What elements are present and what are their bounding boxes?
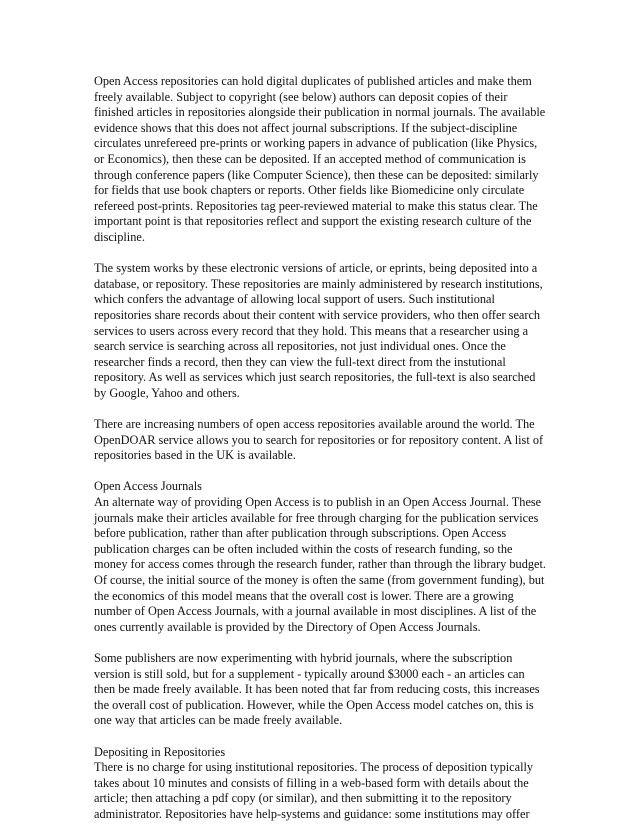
paragraph-depositing: There is no charge for using institutional repositories. The process of deposition typically takes about 10 minutes and consists of filling in a web-based form with details about the article; then attaching a pdf copy (or similar), and then submitting it to the repository administrator. Repositories have help-systems and guidance: some institutions may offer [94, 760, 534, 821]
document-page [94, 74, 546, 838]
section-depositing [94, 745, 546, 823]
section-open-access-journals [94, 479, 546, 635]
paragraph-hybrid-journals: Some publishers are now experimenting with hybrid journals, where the subscription version is still sold, but for a supplement - typically around $3000 each - an articles can then be made freely available. It has been noted that far from reducing costs, this increases the overall cost of publication. However, while the Open Access model catches on, this is one way that articles can be made freely available. [94, 650, 540, 728]
heading-open-access-journals: Open Access Journals [94, 479, 202, 494]
paragraph-repository-count: There are increasing numbers of open access repositories available around the world. The OpenDOAR service allows you to search for repositories or for repository content. A list of repositories based in the UK is available. [94, 417, 544, 463]
paragraph-open-access-journals: An alternate way of providing Open Access is to publish in an Open Access Journal. These journals make their articles available for free through charging for the publication services before publication, rather than after publication through subscriptions. Open Access publication charges can be often included within the costs of research funding, so the money for access comes through the research funder, rather than through the library budget. Of course, the initial source of the money is often the same (from government funding), but the economics of this model means that the overall cost is lower. There are a growing number of Open Access Journals, with a journal available in most disciplines. A list of the ones currently available is provided by the Directory of Open Access Journals. [94, 495, 546, 634]
heading-depositing-in-repositories: Depositing in Repositories [94, 744, 226, 759]
paragraph-repositories-intro: Open Access repositories can hold digital duplicates of published articles and make them freely available. Subject to copyright (see below) authors can deposit copies of their finished articles in repositories alongside their publication in normal journals. The available evidence shows that this does not affect journal subscriptions. If the subject-discipline circulates unrefereed pre-prints or working papers in advance of publication (like Physics, or Economics), then these can be deposited. If an accepted method of communication is through conference papers (like Computer Science), then these can be deposited: similarly for fields that use book chapters or reports. Other fields like Biomedicine only circulate refereed post-prints. Repositories tag peer-reviewed material to make this status clear. The important point is that repositories reflect and support the existing research culture of the discipline. [94, 74, 546, 244]
paragraph-system-works: The system works by these electronic versions of article, or eprints, being deposited into a database, or repository. These repositories are mainly administered by research institutions, which confers the advantage of allowing local support of users. Such institutional repositories share records about their content with service providers, who then offer search services to users across every record that they hold. This means that a researcher using a search service is searching across all repositories, not just individual ones. Once the researcher finds a record, then they can view the full-text direct from the instutional repository. As well as services which just search repositories, the full-text is also searched by Google, Yahoo and others. [94, 261, 543, 400]
